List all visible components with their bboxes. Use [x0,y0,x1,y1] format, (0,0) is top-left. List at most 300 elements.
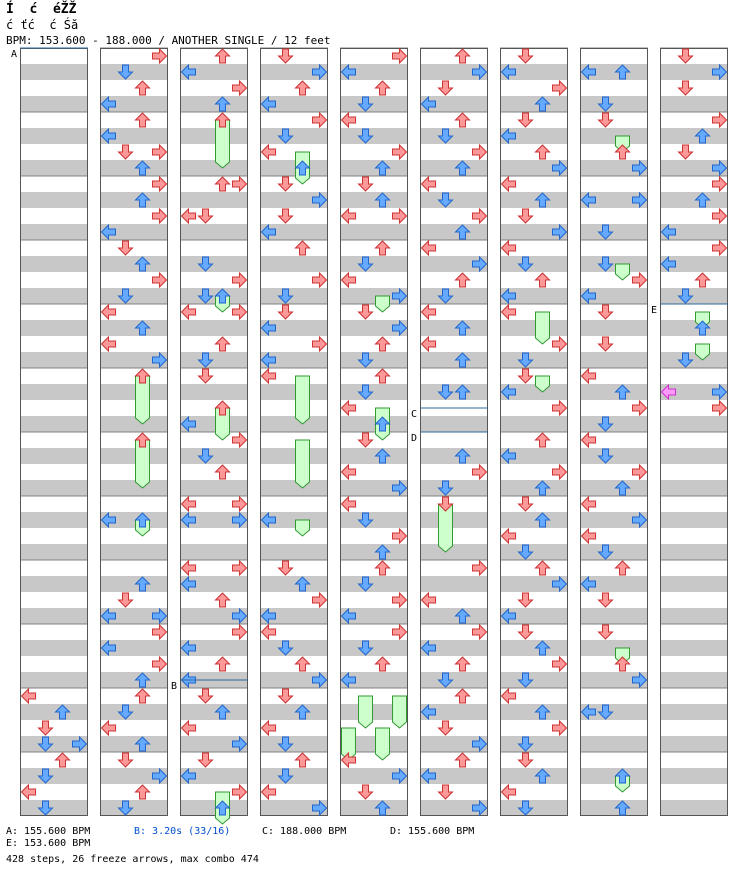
beat-stripe [180,256,248,272]
beat-stripe [580,320,648,336]
beat-stripe [20,464,88,480]
beat-stripe [580,96,648,112]
beat-stripe [580,112,648,128]
freeze-arrow [536,312,550,344]
beat-stripe [20,672,88,688]
beat-stripe [20,128,88,144]
beat-stripe [500,320,568,336]
beat-stripe [260,256,328,272]
chart-column [580,48,648,816]
beat-stripe [100,432,168,448]
beat-stripe [580,128,648,144]
beat-stripe [660,592,728,608]
beat-stripe [660,736,728,752]
beat-stripe [180,528,248,544]
beat-stripe [420,528,488,544]
beat-stripe [580,800,648,816]
beat-stripe [500,592,568,608]
chart-column [100,48,168,816]
beat-stripe [100,592,168,608]
chart-info: BPM: 153.600 - 188.000 / ANOTHER SINGLE / 12 feet [6,34,331,47]
beat-stripe [20,352,88,368]
beat-stripe [20,240,88,256]
beat-stripe [660,624,728,640]
section-marker-label: E [651,305,658,316]
beat-stripe [420,496,488,512]
beat-stripe [660,512,728,528]
beat-stripe [260,480,328,496]
beat-stripe [20,320,88,336]
beat-stripe [420,672,488,688]
beat-stripe [660,768,728,784]
beat-stripe [20,208,88,224]
beat-stripe [20,272,88,288]
beat-stripe [660,416,728,432]
beat-stripe [580,784,648,800]
song-title: Í ć éŽŽ [6,2,77,17]
beat-stripe [100,112,168,128]
beat-stripe [20,224,88,240]
beat-stripe [500,352,568,368]
beat-stripe [180,752,248,768]
beat-stripe [180,224,248,240]
beat-stripe [100,688,168,704]
beat-stripe [660,272,728,288]
beat-stripe [20,768,88,784]
beat-stripe [180,192,248,208]
beat-stripe [260,640,328,656]
beat-stripe [340,80,408,96]
beat-stripe [660,544,728,560]
beat-stripe [20,752,88,768]
beat-stripe [260,544,328,560]
beat-stripe [340,560,408,576]
beat-stripe [260,128,328,144]
beat-stripe [100,384,168,400]
beat-stripe [100,160,168,176]
chart-column [260,48,328,816]
freeze-arrow [376,728,390,760]
beat-stripe [260,656,328,672]
beat-stripe [260,48,328,64]
beat-stripe [340,432,408,448]
beat-stripe [20,192,88,208]
legend-marker-c: C: 188.000 BPM [262,826,347,837]
beat-stripe [500,768,568,784]
beat-stripe [180,704,248,720]
beat-stripe [20,656,88,672]
beat-stripe [580,592,648,608]
beat-stripe [100,704,168,720]
beat-stripe [500,560,568,576]
beat-stripe [20,160,88,176]
beat-stripe [660,48,728,64]
beat-stripe [500,640,568,656]
beat-stripe [660,480,728,496]
beat-stripe [420,128,488,144]
beat-stripe [580,224,648,240]
beat-stripe [660,448,728,464]
beat-stripe [420,688,488,704]
legend-marker-a: A: 155.600 BPM [6,826,91,837]
beat-stripe [340,256,408,272]
beat-stripe [340,128,408,144]
beat-stripe [500,480,568,496]
beat-stripe [100,784,168,800]
beat-stripe [580,480,648,496]
beat-stripe [580,48,648,64]
beat-stripe [260,80,328,96]
beat-stripe [260,560,328,576]
beat-stripe [20,720,88,736]
beat-stripe [420,48,488,64]
beat-stripe [20,64,88,80]
beat-stripe [340,224,408,240]
beat-stripe [20,432,88,448]
beat-stripe [500,144,568,160]
beat-stripe [420,752,488,768]
beat-stripe [100,400,168,416]
beat-stripe [180,800,248,816]
beat-stripe [660,368,728,384]
beat-stripe [20,560,88,576]
beat-stripe [100,496,168,512]
beat-stripe [260,528,328,544]
beat-stripe [340,176,408,192]
section-marker-label: A [11,49,18,60]
beat-stripe [100,256,168,272]
beat-stripe [100,576,168,592]
beat-stripe [500,496,568,512]
beat-stripe [660,464,728,480]
beat-stripe [180,320,248,336]
beat-stripe [580,560,648,576]
beat-stripe [420,576,488,592]
beat-stripe [660,320,728,336]
beat-stripe [180,464,248,480]
beat-stripe [180,352,248,368]
beat-stripe [500,48,568,64]
beat-stripe [580,736,648,752]
beat-stripe [500,256,568,272]
beat-stripe [100,192,168,208]
beat-stripe [580,416,648,432]
beat-stripe [500,512,568,528]
beat-stripe [420,112,488,128]
beat-stripe [660,784,728,800]
beat-stripe [340,368,408,384]
beat-stripe [20,384,88,400]
beat-stripe [500,96,568,112]
beat-stripe [340,336,408,352]
beat-stripe [420,80,488,96]
beat-stripe [340,656,408,672]
beat-stripe [100,368,168,384]
beat-stripe [20,512,88,528]
beat-stripe [660,352,728,368]
beat-stripe [580,688,648,704]
beat-stripe [580,720,648,736]
freeze-arrow [296,440,310,488]
beat-stripe [420,320,488,336]
beat-stripe [260,208,328,224]
legend-marker-d: D: 155.600 BPM [390,826,475,837]
beat-stripe [260,432,328,448]
beat-stripe [580,144,648,160]
chart-column [660,48,728,816]
beat-stripe [340,240,408,256]
beat-stripe [660,704,728,720]
beat-stripe [20,576,88,592]
beat-stripe [260,768,328,784]
beat-stripe [20,288,88,304]
beat-stripe [340,192,408,208]
beat-stripe [260,704,328,720]
beat-stripe [260,400,328,416]
freeze-arrow [393,696,407,728]
beat-stripe [660,688,728,704]
beat-stripe [20,480,88,496]
beat-stripe [180,448,248,464]
beat-stripe [420,288,488,304]
beat-stripe [580,544,648,560]
beat-stripe [500,432,568,448]
beat-stripe [500,672,568,688]
beat-stripe [180,96,248,112]
beat-stripe [180,384,248,400]
beat-stripe [420,384,488,400]
chart-column [180,48,248,816]
beat-stripe [500,208,568,224]
beat-stripe [260,576,328,592]
step-summary: 428 steps, 26 freeze arrows, max combo 474 [6,854,259,865]
beat-stripe [660,672,728,688]
beat-stripe [420,784,488,800]
beat-stripe [500,736,568,752]
beat-stripe [580,448,648,464]
beat-stripe [180,688,248,704]
beat-stripe [260,752,328,768]
beat-stripe [500,192,568,208]
beat-stripe [580,80,648,96]
beat-stripe [100,560,168,576]
beat-stripe [580,384,648,400]
beat-stripe [340,96,408,112]
beat-stripe [260,288,328,304]
beat-stripe [340,384,408,400]
beat-stripe [660,576,728,592]
beat-stripe [420,544,488,560]
beat-stripe [660,800,728,816]
beat-stripe [580,768,648,784]
beat-stripe [260,384,328,400]
beat-stripe [660,96,728,112]
beat-stripe [420,368,488,384]
beat-stripe [260,176,328,192]
beat-stripe [580,608,648,624]
beat-stripe [420,272,488,288]
beat-stripe [180,160,248,176]
beat-stripe [20,400,88,416]
song-artist: ć ťć ć Śă [6,18,79,32]
beat-stripe [660,336,728,352]
beat-stripe [100,752,168,768]
beat-stripe [660,128,728,144]
beat-stripe [20,608,88,624]
beat-stripe [100,672,168,688]
beat-stripe [260,464,328,480]
beat-stripe [500,112,568,128]
beat-stripe [20,544,88,560]
beat-stripe [660,560,728,576]
beat-stripe [580,240,648,256]
beat-stripe [180,592,248,608]
legend-marker-b: B: 3.20s (33/16) [134,826,231,837]
beat-stripe [500,368,568,384]
beat-stripe [500,272,568,288]
beat-stripe [580,176,648,192]
beat-stripe [580,256,648,272]
beat-stripe [660,528,728,544]
beat-stripe [100,528,168,544]
beat-stripe [100,240,168,256]
beat-stripe [100,800,168,816]
beat-stripe [260,736,328,752]
beat-stripe [100,64,168,80]
beat-stripe [100,288,168,304]
beat-stripe [20,416,88,432]
beat-stripe [500,544,568,560]
beat-stripe [340,800,408,816]
beat-stripe [100,416,168,432]
beat-stripe [20,112,88,128]
beat-stripe [500,416,568,432]
beat-stripe [660,640,728,656]
beat-stripe [100,80,168,96]
beat-stripe [580,352,648,368]
beat-stripe [180,240,248,256]
beat-stripe [420,192,488,208]
beat-stripe [20,176,88,192]
beat-stripe [20,96,88,112]
beat-stripe [100,544,168,560]
beat-stripe [420,352,488,368]
beat-stripe [500,800,568,816]
beat-stripe [100,448,168,464]
beat-stripe [20,304,88,320]
beat-stripe [420,656,488,672]
beat-stripe [660,496,728,512]
beat-stripe [580,656,648,672]
beat-stripe [260,240,328,256]
beat-stripe [260,688,328,704]
beat-stripe [420,224,488,240]
beat-stripe [260,304,328,320]
beat-stripe [20,528,88,544]
beat-stripe [340,512,408,528]
beat-stripe [180,544,248,560]
beat-stripe [20,144,88,160]
beat-stripe [100,320,168,336]
beat-stripe [660,80,728,96]
beat-stripe [660,752,728,768]
beat-stripe [180,128,248,144]
beat-stripe [340,304,408,320]
beat-stripe [180,288,248,304]
beat-stripe [580,336,648,352]
beat-stripe [500,624,568,640]
beat-stripe [420,608,488,624]
chart-column [20,48,88,816]
beat-stripe [20,336,88,352]
beat-stripe [340,640,408,656]
beat-stripe [340,352,408,368]
beat-stripe [420,448,488,464]
beat-stripe [260,416,328,432]
beat-stripe [420,432,488,448]
freeze-arrow [296,376,310,424]
beat-stripe [20,704,88,720]
beat-stripe [180,656,248,672]
beat-stripe [580,752,648,768]
beat-stripe [660,432,728,448]
beat-stripe [180,400,248,416]
beat-stripe [340,448,408,464]
beat-stripe [660,656,728,672]
beat-stripe [580,624,648,640]
beat-stripe [180,112,248,128]
beat-stripe [180,144,248,160]
beat-stripe [420,512,488,528]
beat-stripe [20,496,88,512]
beat-stripe [20,368,88,384]
beat-stripe [100,464,168,480]
beat-stripe [340,160,408,176]
beat-stripe [420,160,488,176]
beat-stripe [580,640,648,656]
beat-stripe [180,336,248,352]
beat-stripe [420,480,488,496]
beat-stripe [500,704,568,720]
beat-stripe [260,496,328,512]
beat-stripe [260,448,328,464]
beat-stripe [20,640,88,656]
beat-stripe [100,480,168,496]
beat-stripe [20,256,88,272]
beat-stripe [260,160,328,176]
beat-stripe [660,288,728,304]
beat-stripe [180,480,248,496]
beat-stripe [340,784,408,800]
beat-stripe [340,576,408,592]
beat-stripe [420,720,488,736]
beat-stripe [580,208,648,224]
beat-stripe [580,304,648,320]
beat-stripe [20,80,88,96]
beat-stripe [420,416,488,432]
beat-stripe [180,48,248,64]
legend-marker-e: E: 153.600 BPM [6,838,91,849]
beat-stripe [340,544,408,560]
beat-stripe [660,304,728,320]
beat-stripe [660,192,728,208]
freeze-arrow [359,696,373,728]
beat-stripe [20,448,88,464]
beat-stripe [180,368,248,384]
beat-stripe [20,800,88,816]
beat-stripe [660,144,728,160]
chart-column [500,48,568,816]
